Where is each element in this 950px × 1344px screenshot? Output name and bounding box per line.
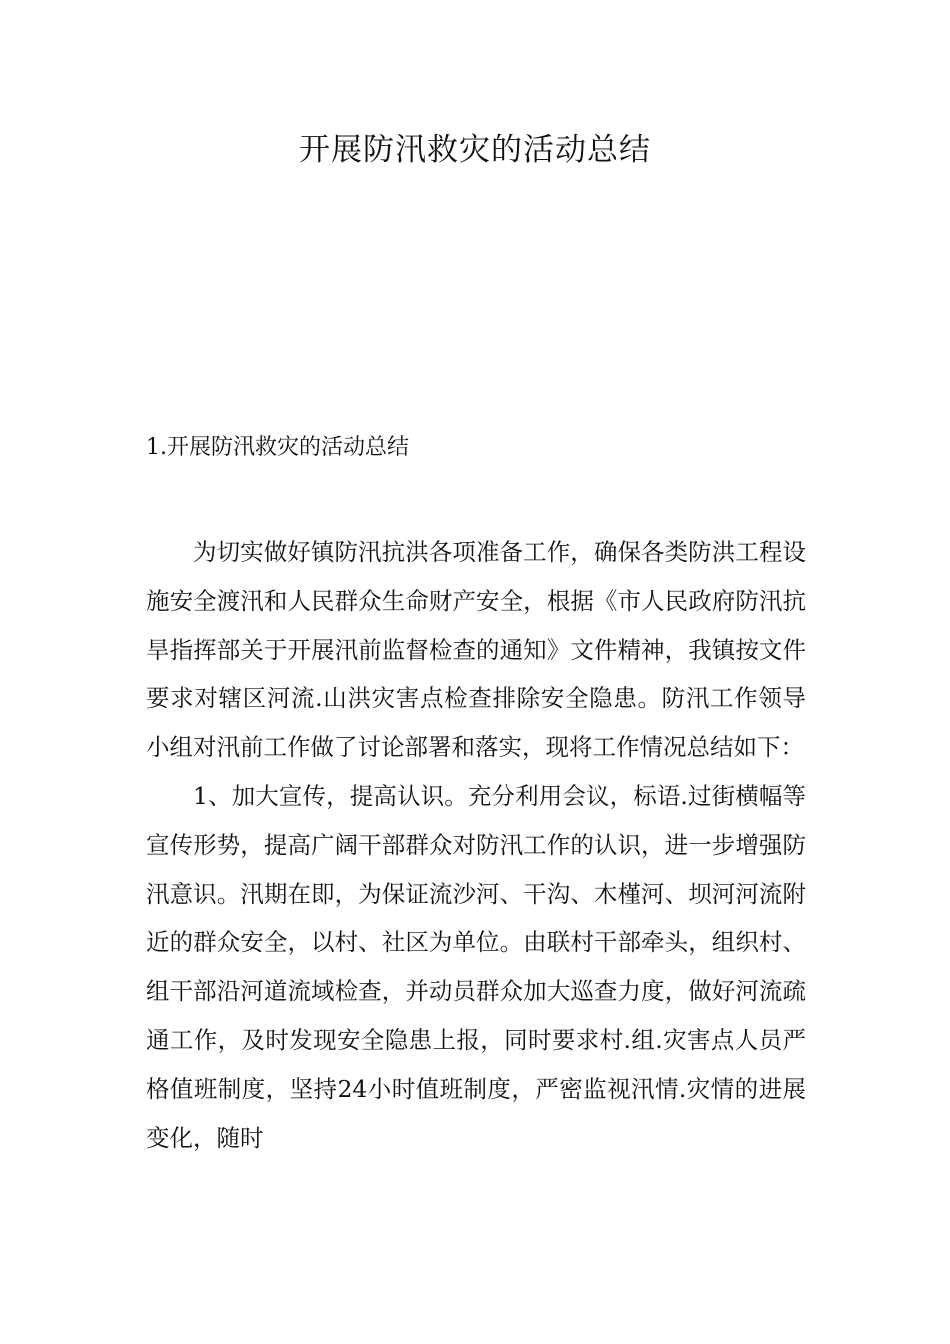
- section-heading: 1.开展防汛救灾的活动总结: [146, 435, 409, 460]
- document-body: [146, 528, 806, 1162]
- point-1-paragraph: 1、加大宣传，提高认识。充分利用会议，标语.过街横幅等宣传形势，提高广阔干部群众对防汛工作的认识，进一步增强防汛意识。汛期在即，为保证流沙河、干沟、木槿河、坝河河流附近的群众安全，以村、社区为单位。由联村干部牵头，组织村、组干部沿河道流域检查，并动员群众加大巡查力度，做好河流疏通工作，及时发现安全隐患上报，同时要求村.组.灾害点人员严格值班制度，坚持24小时值班制度，严密监视汛情.灾情的进展变化，随时: [146, 781, 806, 1152]
- intro-paragraph: 为切实做好镇防汛抗洪各项准备工作，确保各类防洪工程设施安全渡汛和人民群众生命财产安全，根据《市人民政府防汛抗旱指挥部关于开展汛前监督检查的通知》文件精神，我镇按文件要求对辖区河流.山洪灾害点检查排除安全隐患。防汛工作领导小组对汛前工作做了讨论部署和落实，现将工作情况总结如下：: [146, 538, 806, 762]
- document-title: 开展防汛救灾的活动总结: [299, 132, 651, 168]
